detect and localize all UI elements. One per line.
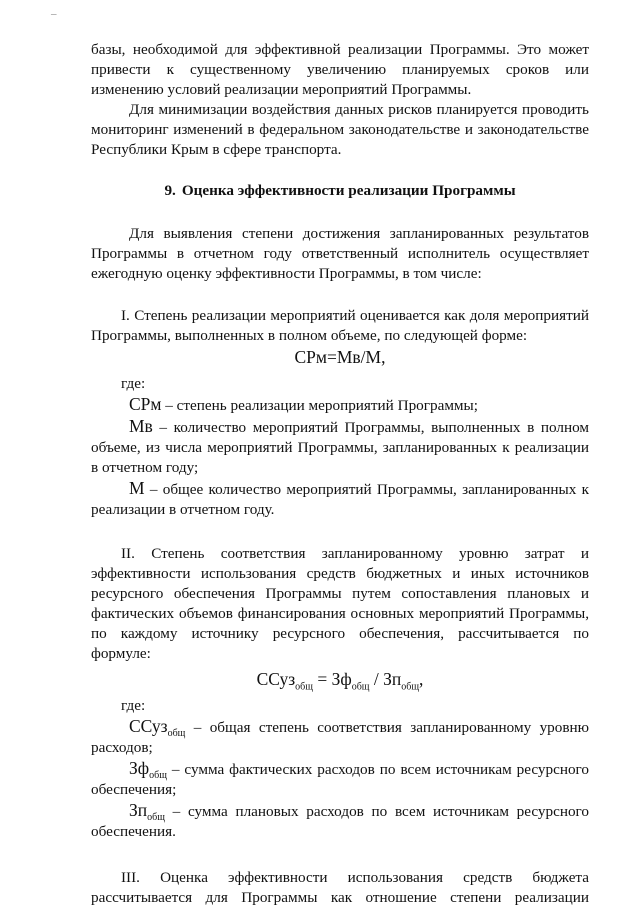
item3-text: III. Оценка эффективности использования средств бюджета рассчитывается для Программы как отношение степени реализации xyxy=(91,869,589,906)
section-number: 9. xyxy=(164,182,176,199)
def-term: М xyxy=(129,478,145,498)
def-term: СРм xyxy=(129,394,162,414)
def-term: ССуз xyxy=(129,716,168,736)
formula-term-a: ССуз xyxy=(256,669,296,689)
item2-definition-1 xyxy=(91,716,589,758)
def-term: Зп xyxy=(129,800,148,820)
item1-definition-1 xyxy=(91,394,589,416)
paragraph-continuation: базы, необходимой для эффективной реализации Программы. Это может привести к существенному увеличению планируемых сроков или изменению условий реализации мероприятий Программы. xyxy=(91,41,589,98)
item2-where: где: xyxy=(121,697,146,714)
item2-formula xyxy=(91,668,589,693)
formula-end: , xyxy=(419,669,424,689)
item1-formula: СРм=Мв/М, xyxy=(294,347,386,367)
def-term: Зф xyxy=(129,758,150,778)
item2-text: II. Степень соответствия запланированному уровню затрат и эффективности использования средств бюджетных и иных источников ресурсного обеспечения Программы путем сопоставления плановых и фактических объемов финансирования основных мероприятий Программы, по каждому источнику ресурсного обеспечения, рассчитывается по формуле: xyxy=(91,545,589,662)
def-text: – сумма плановых расходов по всем источникам ресурсного обеспечения. xyxy=(91,803,589,840)
document-page xyxy=(91,40,589,908)
formula-div: / Зп xyxy=(369,669,402,689)
def-text: – общее количество мероприятий Программы, запланированных к реализации в отчетном году. xyxy=(91,481,589,518)
item1-text: I. Степень реализации мероприятий оценивается как доля мероприятий Программы, выполненных в полном объеме, по следующей форме: xyxy=(91,307,589,344)
formula-eq: = Зф xyxy=(312,669,352,689)
item2-definition-2 xyxy=(91,758,589,800)
def-term: Мв xyxy=(129,416,153,436)
section-title: Оценка эффективности реализации Программы xyxy=(181,182,516,199)
section-heading xyxy=(91,181,589,201)
def-term-sub: общ xyxy=(149,770,167,782)
intro-paragraph: Для выявления степени достижения запланированных результатов Программы в отчетном году ответственный исполнитель осуществляет ежегодную оценку эффективности Программы, в том числе: xyxy=(91,225,589,282)
item1-where: где: xyxy=(121,375,146,392)
item2-definition-3 xyxy=(91,800,589,842)
page-mark: – xyxy=(51,8,57,20)
def-term-sub: общ xyxy=(147,812,165,824)
paragraph-risk-mitigation: Для минимизации воздействия данных рисков планируется проводить мониторинг изменений в федеральном законодательстве и законодательстве Республики Крым в сфере транспорта. xyxy=(91,101,589,158)
def-text: – общая степень соответствия запланированному уровню расходов; xyxy=(91,719,589,756)
formula-sub-b: общ xyxy=(351,681,370,693)
def-text: – количество мероприятий Программы, выполненных в полном объеме, из числа мероприятий Программы, запланированных к реализации в отчетном году; xyxy=(91,419,589,476)
formula-sub-a: общ xyxy=(295,681,313,693)
formula-sub-c: общ xyxy=(401,681,420,693)
item1-definition-2 xyxy=(91,416,589,478)
def-term-sub: общ xyxy=(167,728,186,740)
item1-definition-3 xyxy=(91,478,589,520)
def-text: – степень реализации мероприятий Программы; xyxy=(161,397,478,414)
def-text: – сумма фактических расходов по всем источникам ресурсного обеспечения; xyxy=(91,761,589,798)
